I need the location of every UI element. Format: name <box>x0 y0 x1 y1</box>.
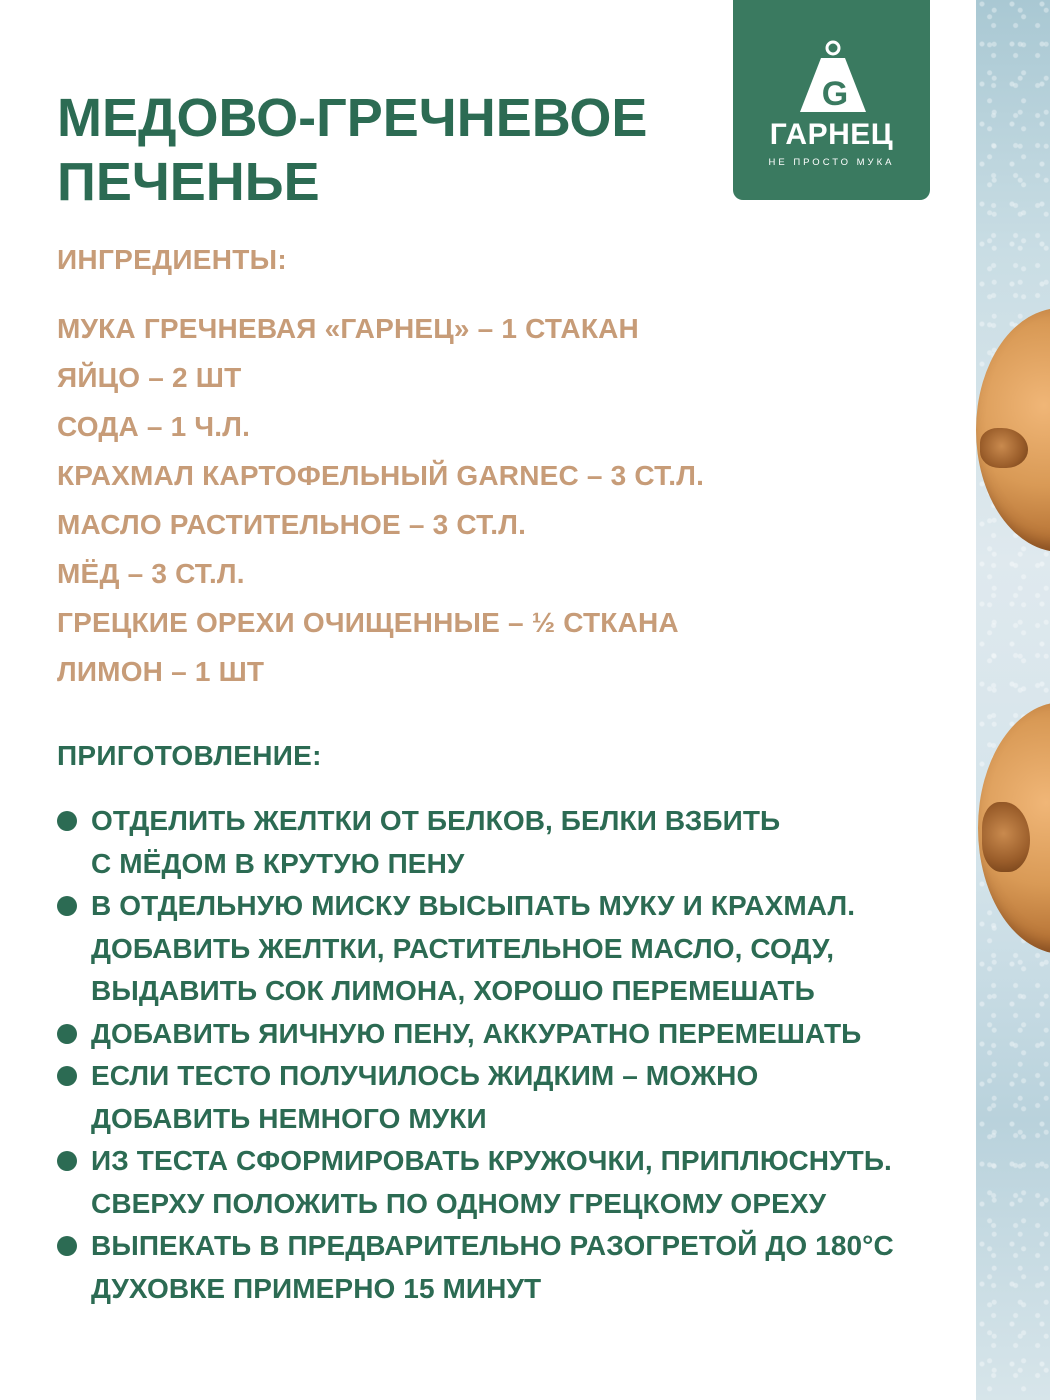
preparation-step <box>57 800 962 885</box>
ingredient-item: ЛИМОН – 1 ШТ <box>57 656 265 687</box>
preparation-step <box>57 1013 962 1056</box>
step-text: ДОБАВИТЬ ЖЕЛТКИ, РАСТИТЕЛЬНОЕ МАСЛО, СОДУ, <box>91 932 835 964</box>
title-line: МЕДОВО-ГРЕЧНЕВОЕ <box>57 88 648 148</box>
step-text: ОТДЕЛИТЬ ЖЕЛТКИ ОТ БЕЛКОВ, БЕЛКИ ВЗБИТЬ <box>91 805 781 836</box>
page-title <box>57 86 717 214</box>
bullet-icon <box>57 811 77 831</box>
bullet-icon <box>57 1151 77 1171</box>
step-text: ДОБАВИТЬ ЯИЧНУЮ ПЕНУ, АККУРАТНО ПЕРЕМЕШАТЬ <box>91 1017 862 1049</box>
ingredients-heading: ИНГРЕДИЕНТЫ: <box>57 244 287 275</box>
bullet-icon <box>57 1236 77 1256</box>
preparation-heading: ПРИГОТОВЛЕНИЕ: <box>57 740 322 771</box>
bullet-icon <box>57 1066 77 1086</box>
bullet-icon <box>57 1024 77 1044</box>
step-text: С МЁДОМ В КРУТУЮ ПЕНУ <box>91 847 465 879</box>
step-text: СВЕРХУ ПОЛОЖИТЬ ПО ОДНОМУ ГРЕЦКОМУ ОРЕХУ <box>91 1187 827 1219</box>
ingredient-item: МЁД – 3 СТ.Л. <box>57 558 245 589</box>
svg-text:G: G <box>821 75 849 113</box>
step-text: ВЫПЕКАТЬ В ПРЕДВАРИТЕЛЬНО РАЗОГРЕТОЙ ДО 180°С <box>91 1230 894 1261</box>
preparation-step <box>57 1055 962 1140</box>
ingredient-item: ЯЙЦО – 2 ШТ <box>57 362 242 393</box>
brand-name: ГАРНЕЦ <box>769 118 894 151</box>
step-text: ИЗ ТЕСТА СФОРМИРОВАТЬ КРУЖОЧКИ, ПРИПЛЮСНУТЬ. <box>91 1145 892 1176</box>
weight-icon <box>733 38 930 118</box>
title-line: ПЕЧЕНЬЕ <box>57 152 320 212</box>
ingredient-item: МУКА ГРЕЧНЕВАЯ «ГАРНЕЦ» – 1 СТАКАН <box>57 313 639 344</box>
step-text: ВЫДАВИТЬ СОК ЛИМОНА, ХОРОШО ПЕРЕМЕШАТЬ <box>91 975 815 1006</box>
cookies-photo <box>976 0 1050 1400</box>
brand-logo <box>733 0 930 200</box>
ingredient-item: СОДА – 1 Ч.Л. <box>57 411 251 442</box>
preparation-step <box>57 885 962 1013</box>
step-text: ДОБАВИТЬ НЕМНОГО МУКИ <box>91 1102 487 1134</box>
step-text: ЕСЛИ ТЕСТО ПОЛУЧИЛОСЬ ЖИДКИМ – МОЖНО <box>91 1060 759 1091</box>
step-text: В ОТДЕЛЬНУЮ МИСКУ ВЫСЫПАТЬ МУКУ И КРАХМАЛ. <box>91 890 856 921</box>
brand-tagline: НЕ ПРОСТО МУКА <box>768 157 895 168</box>
step-text: ДУХОВКЕ ПРИМЕРНО 15 МИНУТ <box>91 1272 542 1304</box>
preparation-step <box>57 1225 962 1310</box>
ingredient-item: ГРЕЦКИЕ ОРЕХИ ОЧИЩЕННЫЕ – ½ СТКАНА <box>57 607 679 638</box>
preparation-steps <box>57 800 962 1310</box>
ingredient-item: КРАХМАЛ КАРТОФЕЛЬНЫЙ GARNEC – 3 СТ.Л. <box>57 460 705 491</box>
ingredient-item: МАСЛО РАСТИТЕЛЬНОЕ – 3 СТ.Л. <box>57 509 527 540</box>
bullet-icon <box>57 896 77 916</box>
ingredients-list <box>57 304 704 696</box>
preparation-step <box>57 1140 962 1225</box>
